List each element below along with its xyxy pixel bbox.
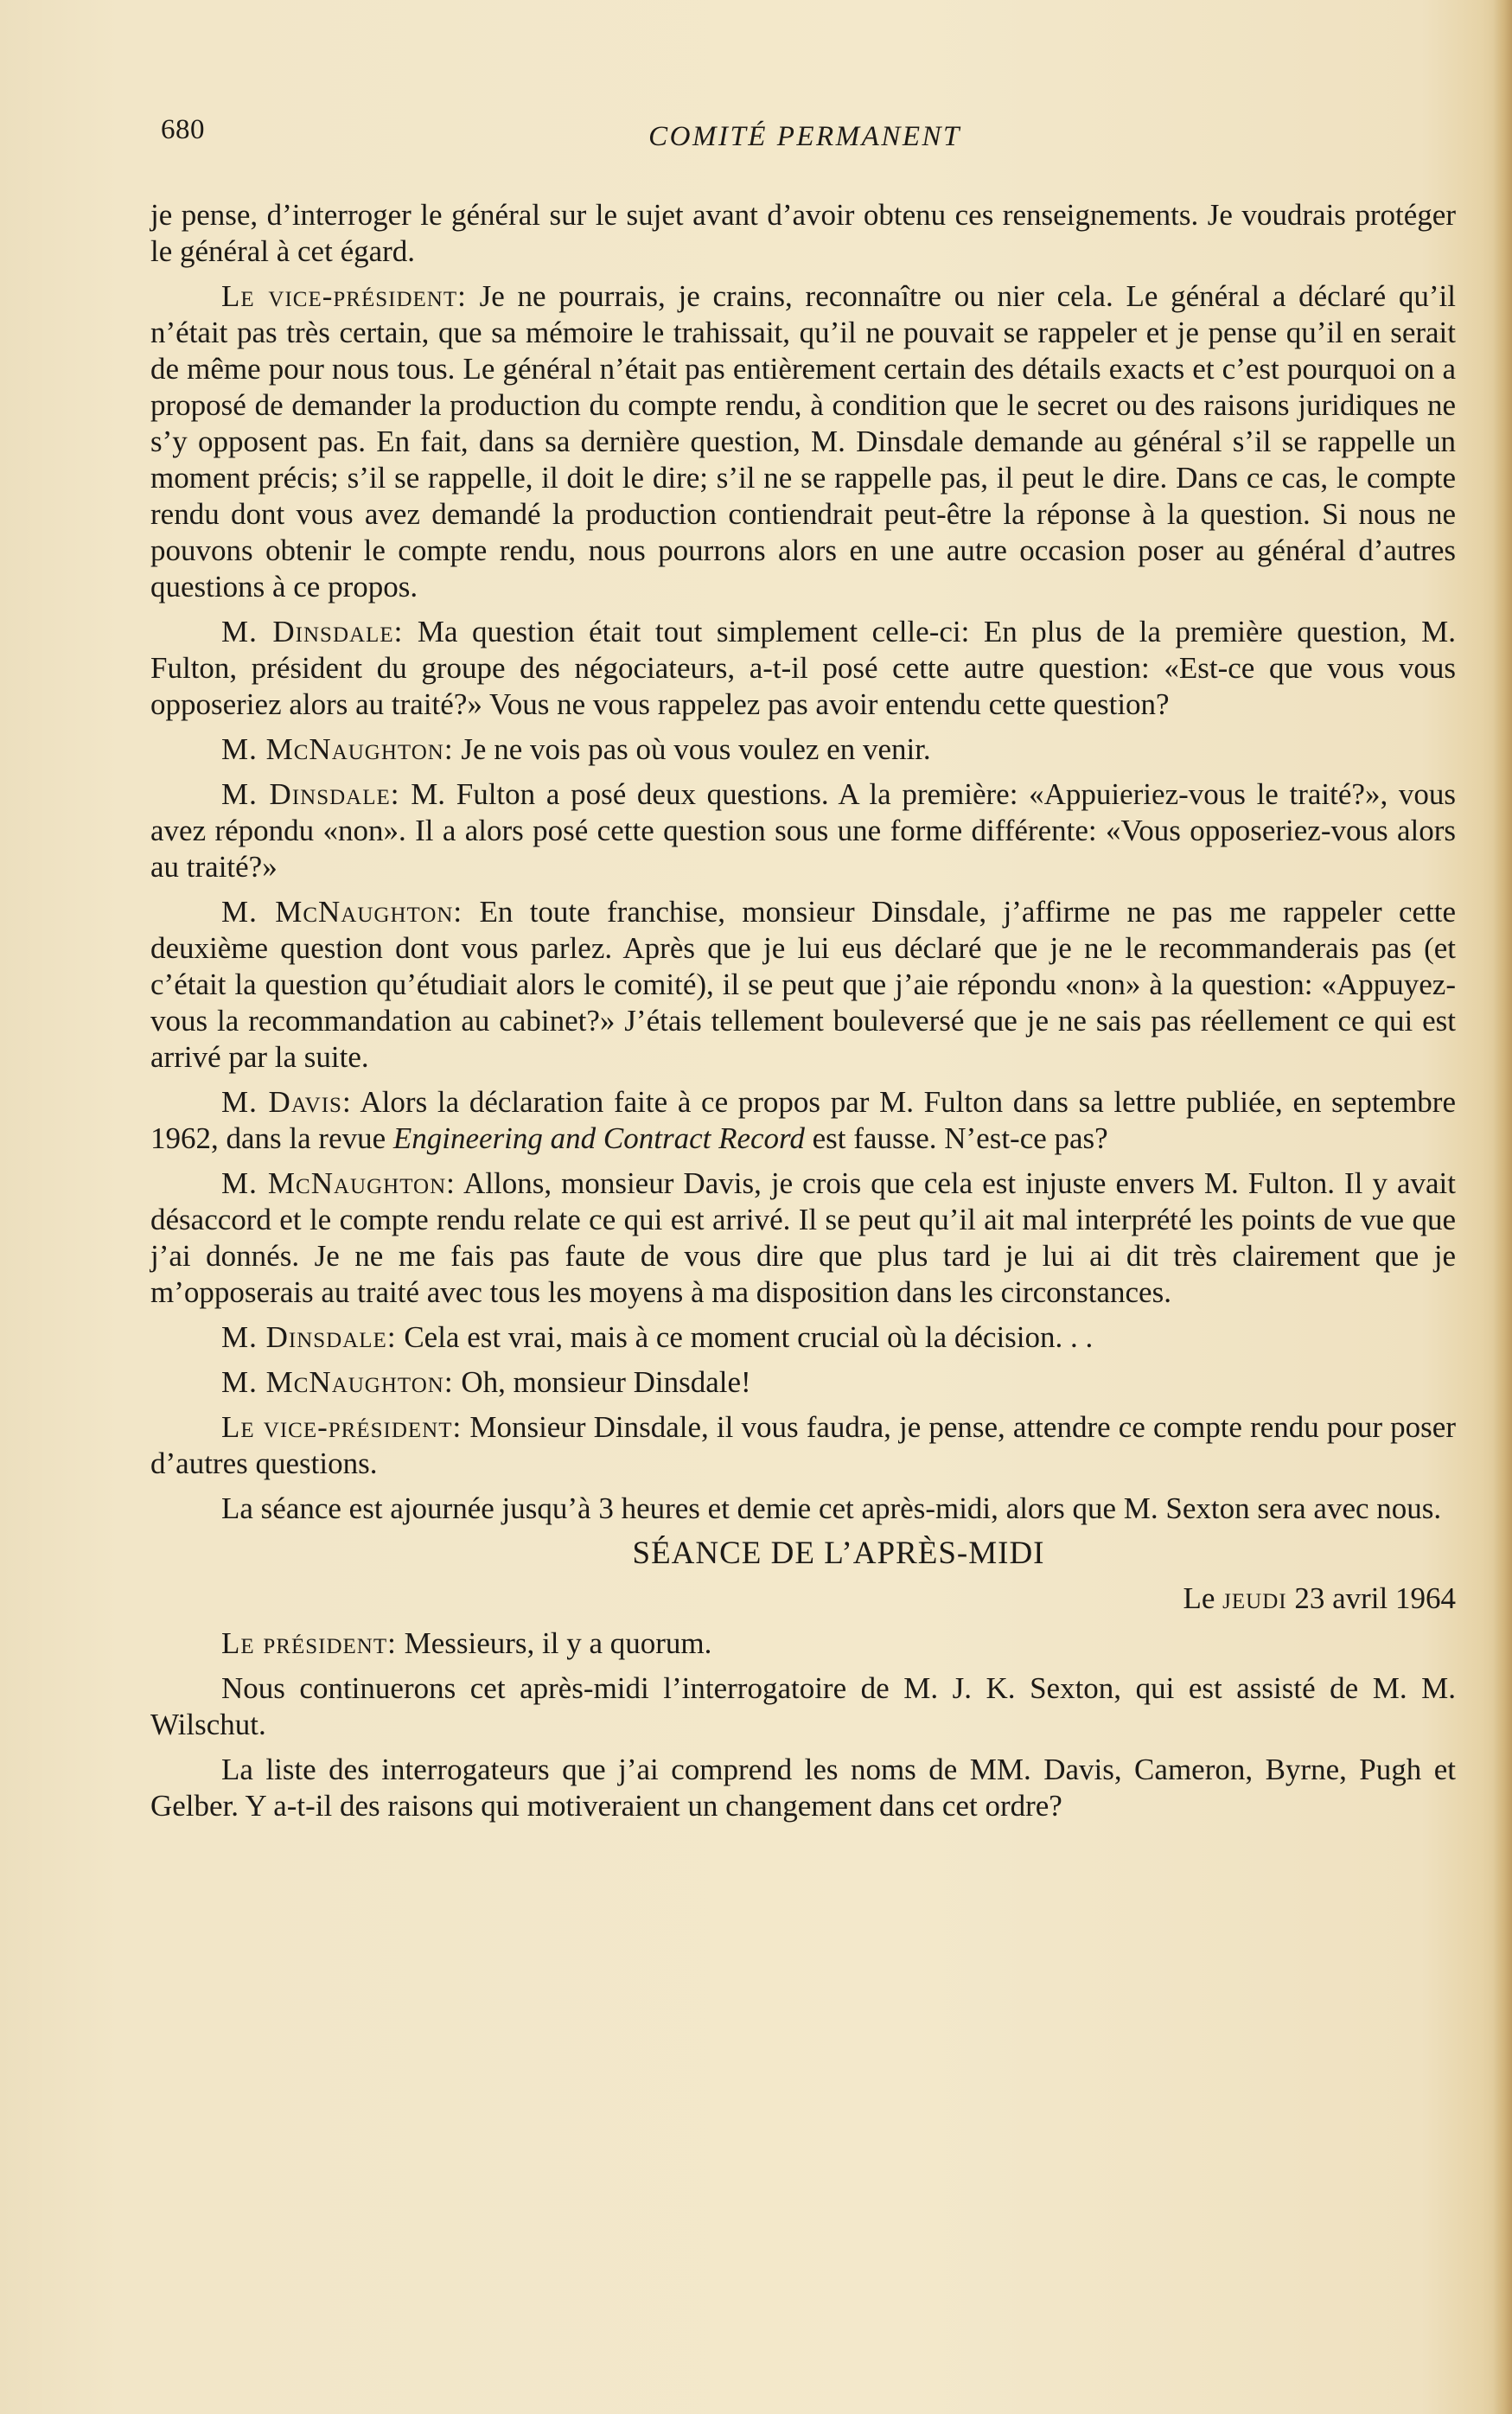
paragraph: M. McNaughton: En toute franchise, monsieur Dinsdale, j’affirme ne pas me rappeler cette deuxième question dont vous parlez. Après que je lui eus déclaré que je ne le recommanderais pas (et c’était la question qu’étudiait alors le comité), il se peut que j’aie répondu «non» à la question: «Appuyez-vous la recommandation au cabinet?» J’étais tellement bouleversé que je ne sais pas réellement ce qui est arrivé par la suite. [150,895,1457,1074]
paragraph: La liste des interrogateurs que j’ai comprend les noms de MM. Davis, Cameron, Byrne, Pugh et Gelber. Y a-t-il des raisons qui motiveraient un changement dans cet ordre? [150,1753,1456,1823]
journal-title: Engineering and Contract Record [392,1121,805,1155]
page-number: 680 [161,114,205,145]
speaker: M. McNaughton: [221,732,454,766]
speaker: M. McNaughton: [221,1166,456,1200]
speaker: Le président: [221,1626,397,1660]
speaker: M. Dinsdale: [221,777,400,811]
section-title: SÉANCE DE L’APRÈS-MIDI [632,1536,1045,1571]
speaker: M. McNaughton: [221,895,463,929]
paragraph: M. McNaughton: Je ne vois pas où vous voulez en venir. [221,732,931,766]
speaker: M. Dinsdale: [221,1320,397,1354]
page-header [161,114,1449,157]
paragraph: je pense, d’interroger le général sur le sujet avant d’avoir obtenu ces renseignements. Je voudrais protéger le général à cet égard. [150,198,1456,268]
paragraph: Le vice-président: Je ne pourrais, je crains, reconnaître ou nier cela. Le général a déclaré qu’il n’était pas très certain, que sa mémoire le trahissait, qu’il ne pouvait se rappeler et je pense qu’il en serait de même pour nous tous. Le général n’était pas entièrement certain des détails exacts et c’est pourquoi on a proposé de demander la production du compte rendu, à condition que le secret ou des raisons juridiques ne s’y opposent pas. En fait, dans sa dernière question, M. Dinsdale demande au général s’il se rappelle un moment précis; s’il se rappelle, il doit le dire; s’il ne se rappelle pas, il peut le dire. Dans ce cas, le compte rendu dont vous avez demandé la production contiendrait peut-être la réponse à la question. Si nous ne pouvons obtenir le compte rendu, nous pourrons alors en une autre occasion poser au général d’autres questions à ce propos. [150,279,1456,604]
paragraph: M. McNaughton: Allons, monsieur Davis, je crois que cela est injuste envers M. Fulton. Il y avait désaccord et le compte rendu relate ce qui est arrivé. Il se peut qu’il ait mal interprété les points de vue que j’ai donnés. Je ne me fais pas faute de vous dire que plus tard je lui ai dit très clairement que je m’opposerais au traité avec tous les moyens à ma disposition dans les circonstances. [150,1166,1457,1309]
paragraph: Le vice-président: Monsieur Dinsdale, il vous faudra, je pense, attendre ce compte rendu pour poser d’autres questions. [150,1410,1456,1480]
paragraph: La séance est ajournée jusqu’à 3 heures et demie cet après-midi, alors que M. Sexton sera avec nous. [221,1491,1442,1525]
paragraph: M. Dinsdale: M. Fulton a posé deux questions. A la première: «Appuieriez-vous le traité?», vous avez répondu «non». Il a alors posé cette question sous une forme différente: «Vous opposeriez-vous alors au traité?» [150,777,1456,884]
paragraph: Nous continuerons cet après-midi l’interrogatoire de M. J. K. Sexton, qui est assisté de M. M. Wilschut. [150,1671,1456,1741]
speaker: M. Dinsdale: [221,615,404,648]
paragraph: M. Dinsdale: Cela est vrai, mais à ce moment crucial où la décision. . . [221,1320,1094,1354]
page-edge-shadow [1493,0,1512,2414]
paragraph: M. McNaughton: Oh, monsieur Dinsdale! [221,1365,751,1399]
paragraph: M. Dinsdale: Ma question était tout simplement celle-ci: En plus de la première question, M. Fulton, président du groupe des négociateurs, a-t-il posé cette autre question: «Est-ce que vous vous opposeriez alors au traité?» Vous ne vous rappelez pas avoir entendu cette question? [150,615,1456,721]
text-body [150,197,1456,1833]
running-title: COMITÉ PERMANENT [648,121,961,152]
speaker: M. McNaughton: [221,1365,454,1399]
speaker: Le vice-président: [221,1410,463,1444]
date-line: Le jeudi 23 avril 1964 [1183,1581,1456,1615]
speaker: M. Davis: [221,1085,352,1119]
paragraph: Le président: Messieurs, il y a quorum. [221,1626,712,1660]
paragraph: M. Davis: Alors la déclaration faite à ce propos par M. Fulton dans sa lettre publiée, en septembre 1962, dans la revue Engineering and Contract Record est fausse. N’est-ce pas? [150,1085,1456,1155]
speaker: Le vice-président: [221,279,467,313]
